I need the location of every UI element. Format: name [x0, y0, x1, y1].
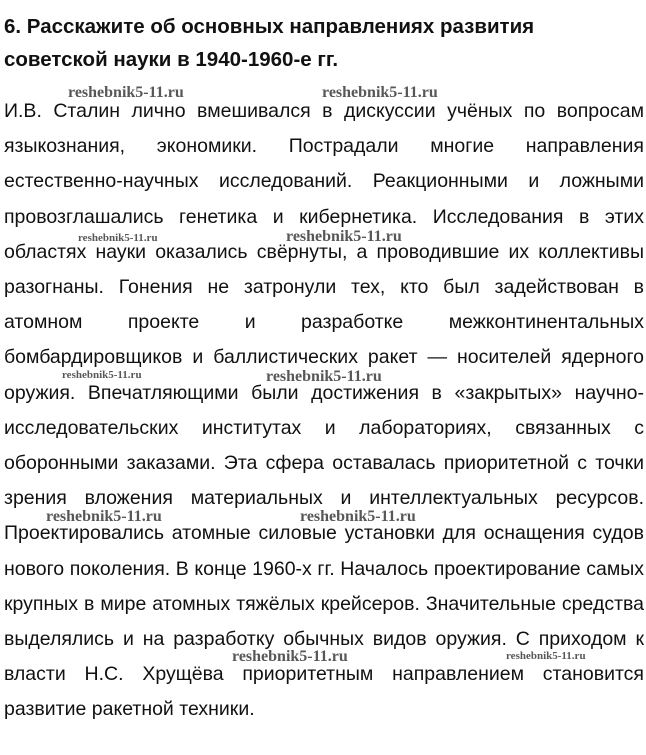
watermark: reshebnik5-11.ru [266, 368, 382, 385]
watermark: reshebnik5-11.ru [78, 232, 158, 244]
watermark: reshebnik5-11.ru [300, 508, 416, 525]
watermark: reshebnik5-11.ru [322, 84, 438, 101]
answer-paragraph: И.В. Сталин лично вмешивался в дискуссии учёных по вопросам языкознания, экономики. Пострадали многие направления естественно-научных исследований. Реакционными и ложными провозглашались генетика и кибернетика. Исследования в этих областях науки оказались свёрнуты, а проводившие их коллективы разогнаны. Гонения не затронули тех, кто был задействован в атомном проекте и разработке межконтинентальных бомбардировщиков и баллистических ракет — носителей ядерного оружия. Впечатляющими были достижения в «закрытых» научно-исследовательских институтах и лабораториях, связанных с оборонными заказами. Эта сфера оставалась приоритетной с точки зрения вложения материальных и интеллектуальных ресурсов. Проектировались атомные силовые установки для оснащения судов нового поколения. В конце 1960-х гг. Началось проектирование самых крупных в мире атомных тяжёлых крейсеров. Значительные средства выделялись и на разработку обычных видов оружия. С приходом к власти Н.С. Хрущёва приоритетным направлением становится развитие ракетной техники. [4, 100, 644, 721]
question-title: 6. Расскажите об основных направлениях развития советской науки в 1940-1960-е гг. [4, 15, 535, 71]
watermark: reshebnik5-11.ru [232, 648, 348, 665]
watermark: reshebnik5-11.ru [68, 84, 184, 101]
watermark: reshebnik5-11.ru [46, 508, 162, 525]
watermark: reshebnik5-11.ru [286, 228, 402, 245]
watermark: reshebnik5-11.ru [62, 369, 142, 381]
watermark: reshebnik5-11.ru [506, 650, 586, 662]
